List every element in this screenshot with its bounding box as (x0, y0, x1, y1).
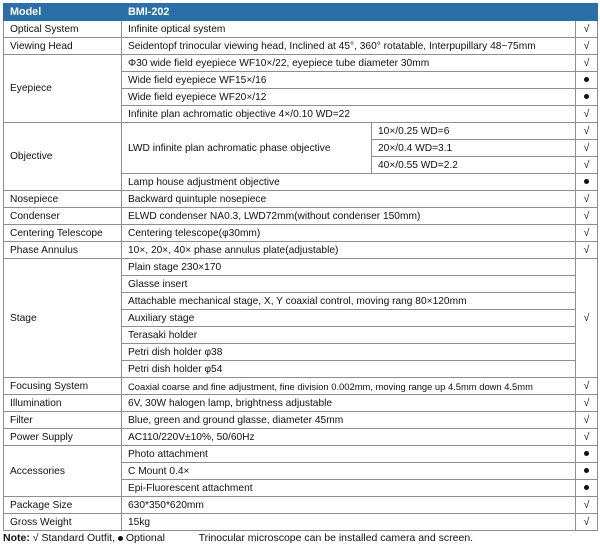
standard-mark: √ (576, 21, 598, 38)
row-stage (4, 259, 598, 276)
row-value: Plain stage 230×170 (122, 259, 576, 276)
row-value: Photo attachment (122, 446, 576, 463)
standard-mark: √ (576, 497, 598, 514)
row-label: Objective (4, 123, 122, 191)
row-power-supply (4, 429, 598, 446)
row-label: Package Size (4, 497, 122, 514)
standard-mark: √ (576, 55, 598, 72)
row-value: 10×, 20×, 40× phase annulus plate(adjustable) (122, 242, 576, 259)
row-label: Eyepiece (4, 55, 122, 123)
row-value: Infinite plan achromatic objective 4×/0.10 WD=22 (122, 106, 576, 123)
row-optical-system (4, 21, 598, 38)
bullet-dot-icon (584, 485, 589, 490)
row-eyepiece (4, 55, 598, 72)
row-value: 40×/0.55 WD=2.2 (372, 157, 576, 174)
row-condenser (4, 208, 598, 225)
note-standard: √ Standard Outfit, (32, 532, 118, 544)
optional-mark (576, 480, 598, 497)
row-label: Stage (4, 259, 122, 378)
row-value: 10×/0.25 WD=6 (372, 123, 576, 140)
standard-mark: √ (576, 123, 598, 140)
standard-mark: √ (576, 378, 598, 395)
row-value: Terasaki holder (122, 327, 576, 344)
standard-mark: √ (576, 140, 598, 157)
row-label: Illumination (4, 395, 122, 412)
standard-mark: √ (576, 242, 598, 259)
row-value: Coaxial coarse and fine adjustment, fine division 0.002mm, moving range up 4.5mm down 4.5mm (122, 378, 576, 395)
header-row (4, 4, 598, 21)
phase-objective-label: LWD infinite plan achromatic phase objective (122, 123, 372, 174)
standard-mark: √ (576, 106, 598, 123)
spec-table-main (3, 3, 598, 531)
bullet-dot-icon (584, 179, 589, 184)
note-remark: Trinocular microscope can be installed camera and screen. (198, 532, 474, 544)
row-label: Centering Telescope (4, 225, 122, 242)
row-label: Optical System (4, 21, 122, 38)
row-value: Lamp house adjustment objective (122, 174, 576, 191)
row-value: Centering telescope(φ30mm) (122, 225, 576, 242)
standard-mark: √ (576, 429, 598, 446)
row-label: Nosepiece (4, 191, 122, 208)
row-objective (4, 123, 598, 140)
row-label: Viewing Head (4, 38, 122, 55)
row-label: Filter (4, 412, 122, 429)
row-label: Power Supply (4, 429, 122, 446)
bullet-dot-icon (584, 94, 589, 99)
row-value: Infinite optical system (122, 21, 576, 38)
row-value: Petri dish holder φ38 (122, 344, 576, 361)
optional-mark (576, 72, 598, 89)
row-value: AC110/220V±10%, 50/60Hz (122, 429, 576, 446)
row-value: Wide field eyepiece WF20×/12 (122, 89, 576, 106)
bullet-dot-icon (584, 468, 589, 473)
optional-mark (576, 174, 598, 191)
bullet-dot-icon (584, 77, 589, 82)
row-phase-annulus (4, 242, 598, 259)
row-value: Attachable mechanical stage, X, Y coaxial control, moving rang 80×120mm (122, 293, 576, 310)
row-value: Epi-Fluorescent attachment (122, 480, 576, 497)
row-focusing-system (4, 378, 598, 395)
row-value: 6V, 30W halogen lamp, brightness adjustable (122, 395, 576, 412)
standard-mark: √ (576, 514, 598, 531)
model-label: Model (4, 4, 122, 21)
row-value: 20×/0.4 WD=3.1 (372, 140, 576, 157)
row-label: Accessories (4, 446, 122, 497)
footnote (3, 532, 473, 544)
row-illumination (4, 395, 598, 412)
row-value: Glasse insert (122, 276, 576, 293)
row-label: Gross Weight (4, 514, 122, 531)
row-package-size (4, 497, 598, 514)
bullet-dot-icon (584, 451, 589, 456)
note-label: Note: (3, 532, 30, 544)
row-value: Seidentopf trinocular viewing head, Inclined at 45°, 360° rotatable, Interpupillary 48~75mm (122, 38, 576, 55)
row-accessories (4, 446, 598, 463)
row-value: Wide field eyepiece WF15×/16 (122, 72, 576, 89)
row-filter (4, 412, 598, 429)
optional-mark (576, 89, 598, 106)
standard-mark: √ (576, 225, 598, 242)
optional-mark (576, 463, 598, 480)
standard-mark: √ (576, 38, 598, 55)
optional-mark (576, 446, 598, 463)
row-label: Focusing System (4, 378, 122, 395)
model-value: BMI-202 (122, 4, 598, 21)
row-centering-telescope (4, 225, 598, 242)
row-viewing-head (4, 38, 598, 55)
row-label: Phase Annulus (4, 242, 122, 259)
row-value: Blue, green and ground glasse, diameter 45mm (122, 412, 576, 429)
row-value: Φ30 wide field eyepiece WF10×/22, eyepiece tube diameter 30mm (122, 55, 576, 72)
standard-mark: √ (576, 191, 598, 208)
spec-sheet-body (3, 3, 597, 531)
row-value: 630*350*620mm (122, 497, 576, 514)
row-value: Auxiliary stage (122, 310, 576, 327)
standard-mark: √ (576, 412, 598, 429)
row-value: 15kg (122, 514, 576, 531)
standard-mark: √ (576, 395, 598, 412)
row-nosepiece (4, 191, 598, 208)
row-value: Backward quintuple nosepiece (122, 191, 576, 208)
row-value: C Mount 0.4× (122, 463, 576, 480)
note-optional: Optional (122, 532, 165, 544)
standard-mark: √ (576, 157, 598, 174)
row-value: ELWD condenser NA0.3, LWD72mm(without condenser 150mm) (122, 208, 576, 225)
row-value: Petri dish holder φ54 (122, 361, 576, 378)
standard-mark: √ (576, 259, 598, 378)
standard-mark: √ (576, 208, 598, 225)
row-label: Condenser (4, 208, 122, 225)
row-gross-weight (4, 514, 598, 531)
